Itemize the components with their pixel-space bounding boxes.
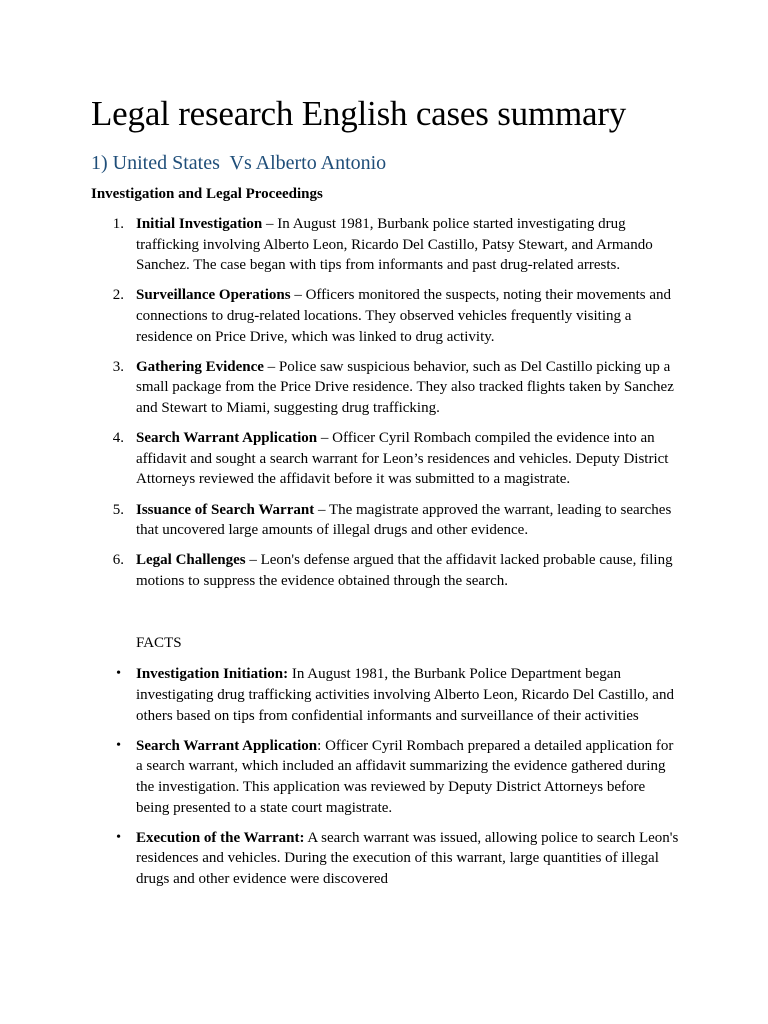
proceedings-list — [91, 214, 680, 591]
item-separator: – — [290, 287, 306, 304]
item-text: Officer Cyril Rombach compiled the evidence into an affidavit and sought a search warrant for Leon’s residences and vehicles. Deputy District Attorneys reviewed the affidavit before it was submitted to a magistrate. — [136, 430, 669, 488]
item-separator: – — [317, 430, 333, 447]
item-term: Search Warrant Application — [136, 430, 318, 447]
item-term: Issuance of Search Warrant — [136, 501, 315, 518]
bullet-icon: • — [116, 829, 121, 845]
item-text: In August 1981, Burbank police started investigating drug trafficking involving Alberto Leon, Ricardo Del Castillo, Patsy Stewart, and Armando Sanchez. The case began with tips from informants and past drug-related arrests. — [136, 216, 653, 274]
list-number: 5. — [112, 501, 124, 518]
item-text: Police saw suspicious behavior, such as Del Castillo picking up a small package from the Price Drive residence. They also tracked flights taken by Sanchez and Stewart to Miami, suggesting drug trafficking. — [136, 358, 674, 416]
item-text: The magistrate approved the warrant, leading to searches that uncovered large amounts of illegal drugs and other evidence. — [136, 501, 672, 539]
list-item — [91, 664, 680, 726]
list-item — [91, 428, 680, 490]
item-separator: – — [314, 501, 329, 518]
item-term: Gathering Evidence — [136, 358, 264, 375]
bullet-icon: • — [116, 737, 121, 753]
list-item — [91, 828, 680, 890]
item-separator: – — [245, 552, 261, 569]
list-item — [91, 285, 680, 347]
list-item — [91, 214, 680, 276]
facts-list — [91, 664, 680, 889]
item-text: A search warrant was issued, allowing police to search Leon's residences and vehicles. During the execution of this warrant, large quantities of illegal drugs and other evidence were discovered — [136, 829, 679, 887]
item-term: Search Warrant Application — [136, 737, 318, 754]
item-text: Officer Cyril Rombach prepared a detailed application for a search warrant, which included an affidavit summarizing the evidence gathered during the investigation. This application was reviewed by Deputy District Attorneys before being presented to a state court magistrate. — [136, 737, 674, 816]
list-item — [91, 736, 680, 818]
bullet-icon: • — [116, 666, 121, 682]
item-term: Legal Challenges — [136, 552, 246, 569]
section-heading: Investigation and Legal Proceedings — [91, 186, 323, 202]
list-item — [91, 500, 680, 541]
list-number: 6. — [112, 552, 124, 569]
list-number: 1. — [112, 216, 124, 232]
item-separator: : — [317, 737, 326, 754]
document-title: Legal research English cases summary — [91, 94, 627, 133]
item-text: Officers monitored the suspects, noting their movements and connections to drug-related locations. They observed vehicles frequently visiting a residence on Price Drive, which was linked to drug activity. — [136, 287, 672, 345]
case-heading: 1) United States Vs Alberto Antonio — [91, 152, 387, 174]
item-text: Leon's defense argued that the affidavit lacked probable cause, filing motions to suppress the evidence obtained through the search. — [136, 552, 673, 589]
item-separator: – — [262, 216, 278, 232]
item-term: Surveillance Operations — [136, 287, 291, 304]
item-term: Investigation Initiation: — [136, 666, 289, 683]
list-item — [91, 357, 680, 419]
item-separator: – — [263, 358, 279, 375]
item-term: Execution of the Warrant: — [136, 829, 305, 846]
list-number: 2. — [112, 287, 124, 304]
list-item — [91, 550, 680, 591]
item-text: In August 1981, the Burbank Police Department began investigating drug trafficking activities involving Alberto Leon, Ricardo Del Castillo, and others based on tips from confidential informants and surveillance of their activities — [136, 666, 674, 724]
item-term: Initial Investigation — [136, 216, 263, 232]
list-number: 3. — [112, 358, 124, 375]
facts-label: FACTS — [136, 635, 182, 652]
list-number: 4. — [112, 430, 124, 447]
